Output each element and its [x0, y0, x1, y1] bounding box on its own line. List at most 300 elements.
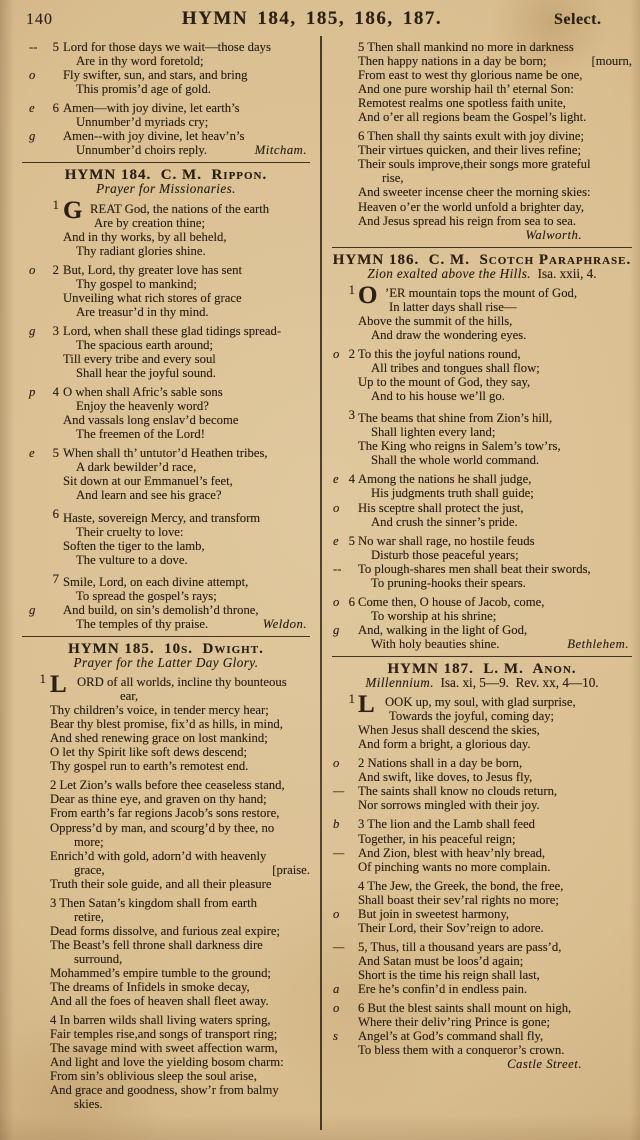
verse-line [20, 896, 312, 910]
stanza [330, 534, 634, 590]
drop-cap: G [63, 197, 83, 225]
verse-text: Amen--with joy divine, let heav’n’s [63, 129, 245, 144]
verse-number: 6 [348, 594, 355, 609]
verse-text: Are in thy word foretold; [76, 54, 204, 69]
verse-text: REAT God, the nations of the earth [90, 201, 270, 216]
verse-text: The freemen of the Lord! [76, 427, 205, 442]
verse-line [20, 778, 312, 792]
verse-line [20, 277, 312, 291]
verse-line [330, 200, 634, 214]
verse-text: When Jesus shall descend the skies, [358, 723, 540, 738]
verse-text: Truth their sole guide, and all their pleasure [50, 876, 272, 891]
verse-text: His sceptre shall protect the just, [358, 500, 524, 515]
expression-mark: — [333, 939, 345, 954]
verse-line [330, 846, 634, 860]
verse-line [20, 539, 312, 553]
verse-line [330, 314, 634, 328]
verse-text: 2 Let Zion’s walls before thee ceaseless stand, [50, 778, 285, 793]
verse-text: 5, Thus, till a thousand years are pass’d, [358, 939, 562, 954]
verse-number: 1 [39, 672, 46, 687]
stanza [330, 692, 634, 751]
verse-number: 4 [348, 472, 355, 487]
verse-gutter [330, 595, 358, 609]
verse-text: more; [74, 834, 104, 849]
verse-line [330, 893, 634, 907]
verse-text: Unnumber’d myriads cry; [76, 115, 209, 130]
stanza [330, 817, 634, 873]
verse-line [330, 1057, 634, 1071]
verse-line [20, 115, 312, 129]
verse-text: Among the nations he shall judge, [358, 472, 532, 487]
verse-line [20, 291, 312, 305]
hymn-subtitle [330, 267, 634, 281]
verse-line [20, 966, 312, 980]
verse-line [330, 921, 634, 935]
stanza [330, 129, 634, 241]
verse-text: And, walking in the light of God, [358, 622, 528, 637]
verse-text: Enjoy the heavenly word? [76, 399, 209, 414]
drop-cap: L [358, 691, 375, 719]
verse-line [330, 709, 634, 723]
scripture-reference: Isa. xxii, 4. [531, 265, 597, 281]
verse-text: Unnumber’d choirs reply. [76, 143, 208, 158]
tune-attribution: Weldon. [262, 616, 307, 631]
expression-mark: — [333, 845, 345, 860]
verse-line [330, 96, 634, 110]
expression-mark: e [333, 472, 339, 487]
verse-text: And draw the wondering eyes. [371, 327, 527, 342]
verse-text: Thy gospel run to earth’s remotest end. [50, 759, 249, 774]
verse-line [20, 230, 312, 244]
verse-text: Haste, sovereign Mercy, and transform [63, 510, 261, 525]
verse-line [330, 171, 634, 185]
verse-line [330, 129, 634, 143]
verse-text: skies. [74, 1097, 103, 1112]
verse-line [330, 576, 634, 590]
verse-text: The King who reigns in Salem’s tow’rs, [358, 439, 561, 454]
verse-text: The saints shall know no clouds return, [358, 784, 558, 799]
verse-line [20, 553, 312, 567]
verse-line [330, 1043, 634, 1057]
verse-line [20, 1041, 312, 1055]
verse-line [20, 877, 312, 891]
verse-text: With holy beauties shine. [371, 636, 500, 651]
verse-gutter [330, 692, 358, 706]
expression-mark: o [333, 1001, 340, 1016]
verse-line [20, 980, 312, 994]
stanza [20, 1013, 312, 1111]
tune-attribution: Mitcham. [254, 143, 307, 158]
verse-line [330, 515, 634, 529]
verse-text: O let thy Spirit like soft dews descend; [50, 745, 247, 760]
verse-text: And learn and see his grace? [76, 488, 222, 503]
verse-gutter [330, 817, 358, 831]
verse-text: This promis’d age of gold. [76, 82, 211, 97]
verse-number: 3 [348, 408, 355, 423]
verse-text: From sin’s oblivious sleep the soul arise, [50, 1069, 257, 1084]
verse-text: And Zion, blest with heav’nly bread, [358, 845, 546, 860]
hymn-subtitle-text: Millennium. [365, 675, 434, 691]
stanza [20, 507, 312, 566]
right-column [320, 38, 640, 1116]
catchword: [praise. [272, 862, 310, 877]
verse-line [330, 968, 634, 982]
verse-text: And Jesus spread his reign from sea to sea. [358, 213, 577, 228]
expression-mark: g [29, 323, 36, 338]
verse-line [330, 214, 634, 228]
verse-line [330, 328, 634, 342]
hymn-heading: HYMN 185. 10s. Dwight. [68, 640, 264, 657]
stanza [20, 263, 312, 319]
verse-text: Remotest realms one spotless faith unite, [358, 96, 566, 111]
verse-text: O when shall Afric’s sable sons [63, 385, 223, 400]
stanza [20, 446, 312, 502]
verse-gutter [20, 507, 63, 521]
verse-number: 1 [348, 692, 355, 707]
verse-line [20, 324, 312, 338]
verse-line [20, 460, 312, 474]
stanza [330, 472, 634, 528]
verse-line [20, 525, 312, 539]
verse-text: Nor sorrows mingled with their joy. [358, 798, 540, 813]
stanza [330, 940, 634, 996]
verse-text: 3 The lion and the Lamb shall feed [358, 817, 535, 832]
verse-line [20, 792, 312, 806]
verse-line [20, 366, 312, 380]
verse-text: His judgments truth shall guide; [371, 486, 534, 501]
drop-cap: O [358, 281, 378, 309]
verse-line [330, 1029, 634, 1043]
verse-line [330, 692, 634, 709]
verse-text: Oppress’d by man, and scourg’d by thee, no [50, 820, 275, 835]
verse-line [330, 228, 634, 242]
verse-line [20, 863, 312, 877]
verse-line [330, 501, 634, 515]
verse-text: surround, [74, 951, 123, 966]
verse-text: Their Lord, their Sov’reign to adore. [358, 920, 544, 935]
verse-line [20, 603, 312, 617]
verse-line [330, 40, 634, 54]
verse-line [20, 703, 312, 717]
verse-line [330, 548, 634, 562]
verse-line [330, 439, 634, 453]
verse-line [20, 338, 312, 352]
verse-text: Shall boast their sev’ral rights no more; [358, 892, 559, 907]
verse-text: Are treasur’d in thy mind. [76, 304, 209, 319]
verse-text: When shall th’ untutor’d Heathen tribes, [63, 446, 268, 461]
scripture-reference: Isa. xi, 5—9. Rev. xx, 4—10. [433, 675, 599, 691]
verse-line [330, 68, 634, 82]
verse-text: Dear as thine eye, and graven on thy hand; [50, 792, 267, 807]
verse-line [20, 1027, 312, 1041]
verse-text: Sit down at our Emmanuel’s feet, [63, 474, 233, 489]
hymn-subtitle [20, 656, 312, 670]
verse-text: A dark bewilder’d race, [76, 460, 197, 475]
verse-text: Thy radiant glories shine. [76, 243, 206, 258]
verse-line [330, 982, 634, 996]
verse-text: To bless them with a conqueror’s crown. [358, 1043, 565, 1058]
verse-gutter [20, 129, 63, 143]
tune-attribution: Castle Street. [507, 1057, 582, 1072]
verse-line [330, 389, 634, 403]
verse-line [330, 110, 634, 124]
hymn-subtitle [20, 182, 312, 196]
stanza [330, 40, 634, 124]
verse-text: 5 Then shall mankind no more in darkness [358, 40, 574, 54]
verse-text: Amen—with joy divine, let earth’s [63, 101, 240, 116]
verse-number: 3 [52, 323, 59, 338]
verse-line [330, 879, 634, 893]
verse-line [20, 488, 312, 502]
verse-text: The spacious earth around; [76, 337, 214, 352]
verse-line [20, 82, 312, 96]
verse-number: 2 [348, 346, 355, 361]
page-title: HYMN 184, 185, 186, 187. [181, 8, 443, 29]
verse-line [330, 408, 634, 425]
verse-line [20, 399, 312, 413]
verse-text: And Satan must be loos’d again; [358, 953, 524, 968]
hymn-subtitle-text: Prayer for Missionaries. [96, 181, 236, 197]
verse-line [20, 129, 312, 143]
verse-gutter [20, 672, 50, 686]
verse-gutter [330, 623, 358, 637]
catchword: [mourn, [591, 54, 632, 69]
verse-line [20, 589, 312, 603]
verse-text: Heaven o’er the world unfold a brighter day, [358, 199, 585, 214]
verse-line [20, 835, 312, 849]
verse-line [330, 723, 634, 737]
verse-gutter [20, 446, 63, 460]
verse-line [330, 375, 634, 389]
verse-number: 1 [348, 282, 355, 297]
verse-line [330, 361, 634, 375]
verse-text: Up to the mount of God, they say, [358, 375, 531, 390]
expression-mark: -- [29, 40, 38, 54]
expression-mark: o [333, 594, 340, 609]
verse-gutter [20, 68, 63, 82]
verse-text: Are by creation thine; [94, 215, 205, 230]
verse-line [20, 1069, 312, 1083]
verse-line [330, 798, 634, 812]
verse-gutter [330, 562, 358, 576]
verse-line [20, 474, 312, 488]
verse-line [20, 745, 312, 759]
verse-text: Come then, O house of Jacob, come, [358, 594, 545, 609]
stanza [20, 198, 312, 257]
hymn-heading: HYMN 187. L. M. Anon. [387, 660, 577, 677]
verse-line [20, 617, 312, 631]
verse-text: But, Lord, thy greater love has sent [63, 262, 242, 277]
verse-line [20, 427, 312, 441]
verse-line [330, 756, 634, 770]
verse-gutter [330, 982, 358, 996]
section-rule [22, 636, 310, 637]
verse-text: To plough-shares men shall beat their swords, [358, 561, 591, 576]
verse-gutter [20, 40, 63, 54]
verse-gutter [330, 283, 358, 297]
verse-line [20, 101, 312, 115]
verse-line [20, 994, 312, 1008]
expression-mark: o [333, 756, 340, 771]
hymn-subtitle-text: Zion exalted above the Hills. [367, 265, 531, 281]
verse-text: Their souls improve,their songs more grateful [358, 157, 591, 172]
section-rule [22, 162, 310, 163]
verse-text: Lord, when shall these glad tidings spread- [63, 323, 282, 338]
verse-line [20, 413, 312, 427]
verse-number: 1 [52, 198, 59, 213]
stanza [20, 778, 312, 890]
verse-line [20, 507, 312, 524]
verse-text: To this the joyful nations round, [358, 346, 521, 361]
verse-text: Together, in his peaceful reign; [358, 831, 516, 846]
verse-text: 4 In barren wilds shall living waters spring, [50, 1013, 271, 1028]
verse-gutter [20, 324, 63, 338]
verse-text: Of pinching wants no more complain. [358, 859, 551, 874]
verse-line [330, 770, 634, 784]
verse-line [330, 737, 634, 751]
verse-text: ’ER mountain tops the mount of God, [385, 285, 578, 300]
verse-text: Fly swifter, sun, and stars, and bring [63, 68, 248, 83]
page-number: 140 [26, 11, 53, 28]
verse-text: And sweeter incense cheer the morning skies: [358, 185, 591, 200]
stanza [330, 595, 634, 651]
verse-number: 6 [52, 507, 59, 522]
verse-text: Shall the whole world command. [371, 453, 540, 468]
verse-line [330, 425, 634, 439]
verse-text: Then happy nations in a day be born; [358, 54, 547, 69]
verse-gutter [20, 385, 63, 399]
verse-text: The vulture to a dove. [76, 552, 188, 567]
verse-number: 5 [52, 446, 59, 461]
verse-gutter [330, 756, 358, 770]
stanza [330, 879, 634, 935]
verse-text: 6 Then shall thy saints exult with joy divine; [358, 129, 585, 144]
verse-line [20, 143, 312, 157]
verse-text: Ere he’s confin’d in endless pain. [358, 982, 528, 996]
verse-text: Bear thy blest promise, fix’d as hills, in mind, [50, 717, 283, 732]
verse-line [20, 263, 312, 277]
verse-line [330, 82, 634, 96]
verse-text: And in thy works, by all beheld, [63, 229, 227, 244]
verse-line [330, 595, 634, 609]
verse-line [330, 623, 634, 637]
verse-gutter [330, 501, 358, 515]
verse-text: grace, [74, 862, 105, 877]
verse-text: And swift, like doves, to Jesus fly, [358, 770, 533, 785]
verse-text: And vassals long enslav’d become [63, 413, 239, 428]
verse-text: Where their deliv’ring Prince is gone; [358, 1015, 551, 1030]
verse-number: 5 [52, 40, 59, 54]
verse-line [330, 453, 634, 467]
verse-line [20, 806, 312, 820]
page-header [0, 8, 640, 30]
expression-mark: o [29, 262, 36, 277]
verse-text: From earth’s far regions Jacob’s sons restore, [50, 806, 280, 821]
stanza [330, 347, 634, 403]
verse-line [330, 54, 634, 68]
verse-text: 6 But the blest saints shall mount on high, [358, 1001, 572, 1016]
text-columns [0, 38, 640, 1116]
verse-text: And form a bright, a glorious day. [358, 737, 531, 752]
verse-text: And all the foes of heaven shall fleet away. [50, 994, 269, 1009]
verse-line [20, 40, 312, 54]
verse-line [330, 157, 634, 171]
verse-line [330, 860, 634, 874]
hymn-heading: HYMN 186. C. M. Scotch Paraphrase. [332, 251, 632, 268]
verse-text: Disturb those peaceful years; [371, 547, 519, 562]
verse-line [20, 54, 312, 68]
verse-line [20, 759, 312, 773]
expression-mark: p [29, 385, 36, 400]
tune-attribution: Bethlehem. [567, 636, 629, 651]
verse-line [20, 1097, 312, 1111]
expression-mark: b [333, 817, 340, 832]
verse-text: ORD of all worlds, incline thy bounteous [77, 675, 287, 690]
verse-line [330, 954, 634, 968]
stanza [330, 1001, 634, 1071]
verse-gutter [20, 263, 63, 277]
verse-line [330, 817, 634, 831]
verse-text: Till every tribe and every soul [63, 351, 216, 366]
verse-gutter [20, 603, 63, 617]
tune-attribution: Walworth. [525, 227, 582, 242]
verse-line [330, 347, 634, 361]
verse-text: Shall lighten every land; [371, 425, 496, 440]
verse-line [20, 952, 312, 966]
verse-line [20, 572, 312, 589]
verse-gutter [330, 1029, 358, 1043]
verse-text: Lord for those days we wait—those days [63, 40, 271, 54]
expression-mark: a [333, 982, 340, 996]
verse-text: And light and love the yielding bosom charm: [50, 1055, 284, 1070]
verse-line [20, 385, 312, 399]
verse-line [20, 731, 312, 745]
expression-mark: o [333, 346, 340, 361]
hymn-subtitle [330, 676, 634, 690]
verse-gutter [20, 572, 63, 586]
verse-text: The temples of thy praise. [76, 616, 209, 631]
verse-number: 6 [52, 101, 59, 116]
expression-mark: o [333, 500, 340, 515]
stanza [20, 896, 312, 1008]
verse-line [20, 1013, 312, 1027]
verse-line [20, 68, 312, 82]
verse-text: But join in sweetest harmony, [358, 906, 510, 921]
verse-gutter [330, 784, 358, 798]
verse-text: Towards the joyful, coming day; [389, 709, 555, 724]
verse-text: Unveiling what rich stores of grace [63, 290, 242, 305]
verse-line [20, 821, 312, 835]
section-rule [332, 247, 632, 248]
verse-text: ear, [120, 689, 139, 704]
stanza [20, 40, 312, 96]
expression-mark: — [333, 784, 345, 799]
stanza [20, 672, 312, 773]
expression-mark: g [333, 622, 340, 637]
verse-text: In latter days shall rise— [389, 299, 517, 314]
verse-number: 5 [348, 533, 355, 548]
verse-text: From east to west thy glorious name be one, [358, 68, 583, 83]
verse-text: And build, on sin’s demolish’d throne, [63, 602, 259, 617]
verse-gutter [330, 534, 358, 548]
verse-line [330, 1015, 634, 1029]
verse-line [330, 832, 634, 846]
verse-line [330, 907, 634, 921]
verse-text: To spread the gospel’s rays; [76, 588, 217, 603]
stanza [330, 756, 634, 812]
verse-line [330, 562, 634, 576]
verse-text: Thy gospel to mankind; [76, 276, 197, 291]
